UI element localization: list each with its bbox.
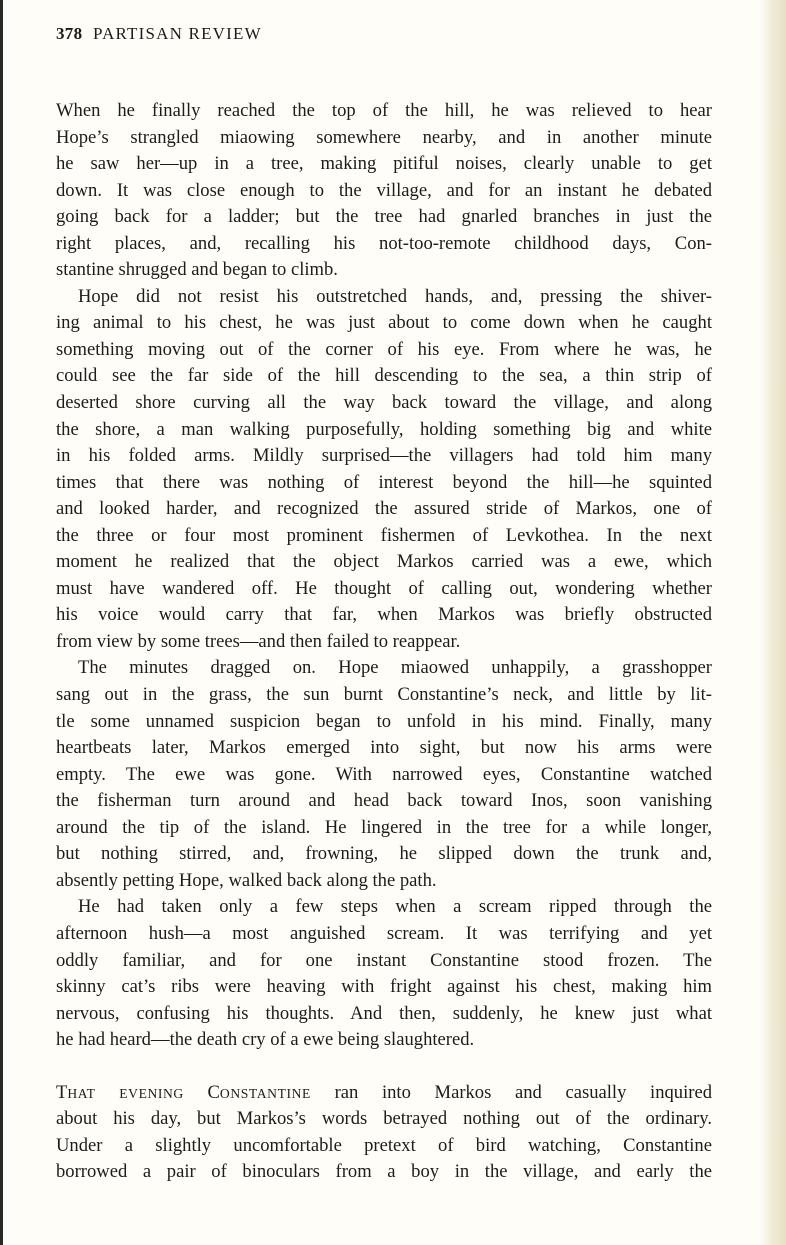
text-line: borrowed a pair of binoculars from a boy in the village, and early the xyxy=(56,1161,712,1183)
text-line: tle some unnamed suspicion began to unfold in his mind. Finally, many xyxy=(56,710,712,732)
small-caps-text: ONSTANTINE xyxy=(219,1085,311,1101)
text-line: times that there was nothing of interest beyond the hill—he squinted xyxy=(56,471,712,493)
text-line: deserted shore curving all the way back toward the village, and along xyxy=(56,392,712,414)
text-line: moment he realized that the object Markos carried was a ewe, which xyxy=(56,551,712,573)
paragraph-1 xyxy=(56,98,712,284)
text-line: the shore, a man walking purposefully, holding something big and white xyxy=(56,418,712,440)
text-line: empty. The ewe was gone. With narrowed eyes, Constantine watched xyxy=(56,763,712,785)
running-head xyxy=(56,24,262,44)
text-line: He had taken only a few steps when a scream ripped through the xyxy=(78,896,712,918)
text-line: he had heard—the death cry of a ewe being slaughtered. xyxy=(56,1029,475,1051)
page-right-edge xyxy=(760,0,786,1245)
text-line: the fisherman turn around and head back toward Inos, soon vanishing xyxy=(56,790,712,812)
text-line: in his folded arms. Mildly surprised—the villagers had told him many xyxy=(56,445,712,467)
paragraph-4 xyxy=(56,894,712,1053)
text-line: nervous, confusing his thoughts. And then, suddenly, he knew just what xyxy=(56,1002,712,1024)
section-break xyxy=(56,1054,712,1080)
text-line: and looked harder, and recognized the assured stride of Markos, one of xyxy=(56,498,712,520)
text-line: Under a slightly uncomfortable pretext of bird watching, Constantine xyxy=(56,1134,712,1156)
text-line: Hope’s strangled miaowing somewhere nearby, and in another minute xyxy=(56,126,712,148)
text-line: absently petting Hope, walked back along the path. xyxy=(56,869,437,891)
paragraph-5 xyxy=(56,1080,712,1186)
text-line: When he finally reached the top of the hill, he was relieved to hear xyxy=(56,100,712,121)
small-caps-initial: T xyxy=(56,1081,68,1103)
paragraph-2 xyxy=(56,284,712,656)
text-line: down. It was close enough to the village, and for an instant he debated xyxy=(56,179,712,201)
text-line: Hope did not resist his outstretched hands, and, pressing the shiver- xyxy=(78,285,712,307)
text-line: could see the far side of the hill descending to the sea, a thin strip of xyxy=(56,365,712,387)
small-caps-text: EVENING xyxy=(119,1085,184,1101)
text-line: skinny cat’s ribs were heaving with fright against his chest, making him xyxy=(56,976,712,998)
line-text: ran into Markos and casually inquired xyxy=(334,1081,713,1103)
text-line: going back for a ladder; but the tree had gnarled branches in just the xyxy=(56,206,712,228)
small-caps-initial: C xyxy=(207,1081,220,1103)
paragraph-3 xyxy=(56,655,712,894)
text-line: he saw her—up in a tree, making pitiful noises, clearly unable to get xyxy=(56,153,712,175)
text-line: oddly familiar, and for one instant Constantine stood frozen. The xyxy=(56,949,712,971)
text-line: from view by some trees—and then failed to reappear. xyxy=(56,630,461,652)
page-left-edge xyxy=(0,0,3,1245)
text-line: heartbeats later, Markos emerged into sight, but now his arms were xyxy=(56,737,712,759)
text-line: but nothing stirred, and, frowning, he slipped down the trunk and, xyxy=(56,843,712,865)
text-line: the three or four most prominent fishermen of Levkothea. In the next xyxy=(56,524,712,546)
text-line: about his day, but Markos’s words betrayed nothing out of the ordinary. xyxy=(56,1108,712,1130)
journal-title: PARTISAN REVIEW xyxy=(92,24,262,43)
text-line: stantine shrugged and began to climb. xyxy=(56,259,338,281)
text-line: The minutes dragged on. Hope miaowed unhappily, a grasshopper xyxy=(78,657,712,679)
text-line: sang out in the grass, the sun burnt Constantine’s neck, and little by lit- xyxy=(56,684,712,706)
text-line: must have wandered off. He thought of calling out, wondering whether xyxy=(56,577,712,599)
text-line: his voice would carry that far, when Markos was briefly obstructed xyxy=(56,604,712,626)
page-number: 378 xyxy=(56,24,83,43)
text-line: around the tip of the island. He lingered in the tree for a while longer, xyxy=(56,816,712,838)
body-text xyxy=(56,98,712,1186)
text-line: something moving out of the corner of his eye. From where he was, he xyxy=(56,338,712,360)
text-line: afternoon hush—a most anguished scream. It was terrifying and yet xyxy=(56,922,712,944)
text-line: right places, and, recalling his not-too-remote childhood days, Con- xyxy=(56,232,712,254)
text-line: ing animal to his chest, he was just about to come down when he caught xyxy=(56,312,712,334)
small-caps-text: HAT xyxy=(67,1085,96,1101)
text-line xyxy=(56,1080,712,1107)
